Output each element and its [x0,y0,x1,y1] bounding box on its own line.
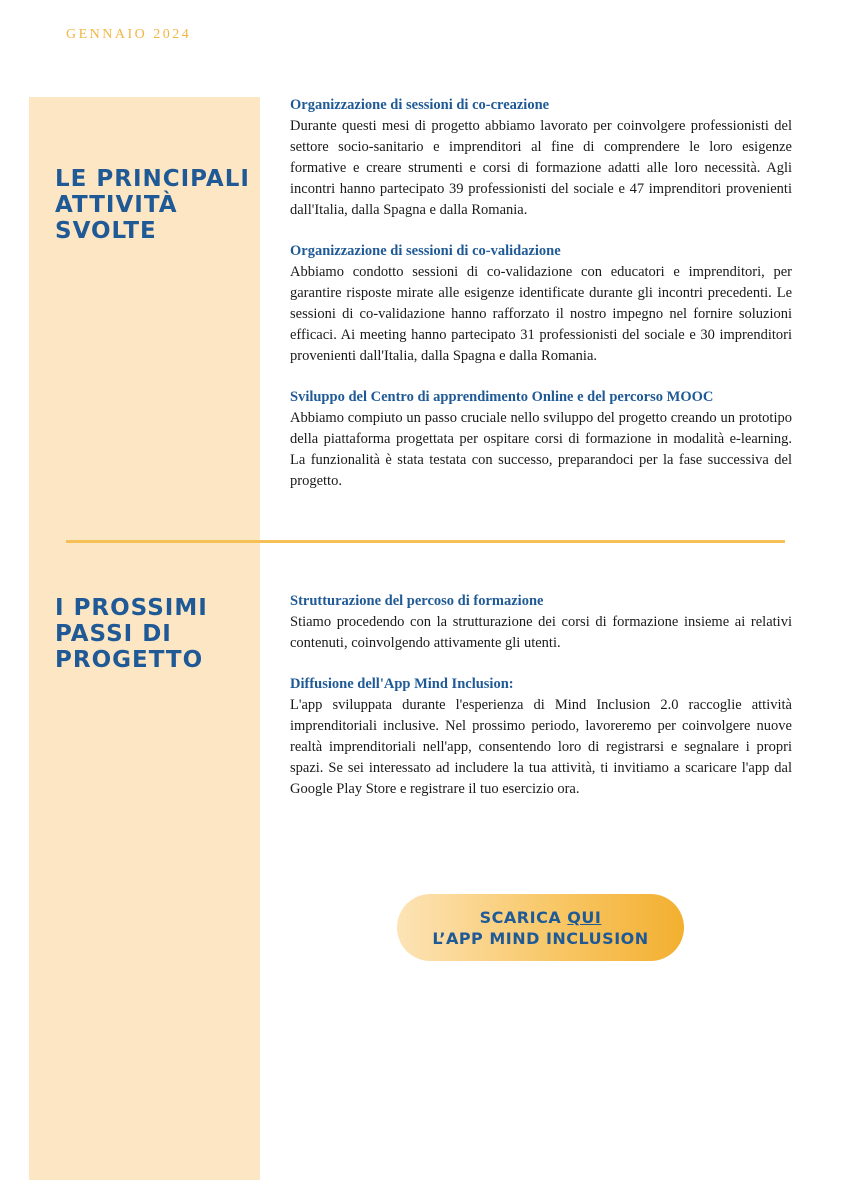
cta-line-2: L’APP MIND INCLUSION [432,928,649,948]
section-title-next-steps [55,595,208,673]
block-text: Durante questi mesi di progetto abbiamo lavorato per coinvolgere professionisti del settore socio-sanitario e imprenditori al fine di comprendere le loro esigenze formative e creare strumenti e corsi di formazione adatti alle loro necessità. Agli incontri hanno partecipato 39 professionisti del sociale e 47 imprenditori provenienti dall'Italia, dalla Spagna e dalla Romania. [290,118,792,218]
next-steps-content [290,591,792,820]
block-heading: Strutturazione del percoso di formazione [290,593,544,609]
section-divider [66,540,785,543]
section-title-line: LE PRINCIPALI [55,166,250,192]
block-heading: Sviluppo del Centro di apprendimento Online e del percorso MOOC [290,389,714,405]
activities-content [290,95,792,512]
cta-line-1 [480,907,602,928]
block-text: L'app sviluppata durante l'esperienza di Mind Inclusion 2.0 raccoglie attività imprenditoriali inclusive. Nel prossimo periodo, lavoreremo per coinvolgere nuove realtà imprenditoriali nell'app, consentendo loro di registrarsi e segnalare i propri spazi. Se sei interessato ad includere la tua attività, ti invitiamo a scaricare l'app dal Google Play Store e registrare il tuo esercizio ora. [290,697,792,797]
cta-link[interactable]: QUI [567,907,602,927]
block-text: Abbiamo compiuto un passo cruciale nello sviluppo del progetto creando un prototipo della piattaforma progettata per ospitare corsi di formazione in modalità e-learning. La funzionalità è stata testata con successo, preparandoci per la fase successiva del progetto. [290,410,792,489]
next-step-block [290,674,792,800]
activity-block [290,95,792,221]
activity-block [290,241,792,367]
section-title-line: I PROSSIMI [55,595,208,621]
header-date: GENNAIO 2024 [66,27,192,42]
next-step-block [290,591,792,654]
section-title-activities [55,166,250,244]
activity-block [290,387,792,492]
block-heading: Organizzazione di sessioni di co-validazione [290,243,561,259]
section-title-line: ATTIVITÀ [55,192,178,218]
block-heading: Organizzazione di sessioni di co-creazione [290,97,550,113]
block-heading: Diffusione dell'App Mind Inclusion: [290,676,514,692]
block-text: Stiamo procedendo con la strutturazione dei corsi di formazione insieme ai relativi contenuti, coinvolgendo attivamente gli utenti. [290,614,792,651]
section-title-line: SVOLTE [55,218,157,244]
section-title-line: PROGETTO [55,647,204,673]
section-title-line: PASSI DI [55,621,172,647]
cta-prefix: SCARICA [479,907,568,927]
block-text: Abbiamo condotto sessioni di co-validazione con educatori e imprenditori, per garantire risposte mirate alle esigenze identificate durante gli incontri precedenti. Le sessioni di co-validazione hanno rafforzato il nostro impegno nel fornire soluzioni efficaci. Ai meeting hanno partecipato 31 professionisti del sociale e 30 imprenditori provenienti dall'Italia, dalla Spagna e dalla Romania. [290,264,792,364]
download-app-button[interactable] [397,894,684,961]
